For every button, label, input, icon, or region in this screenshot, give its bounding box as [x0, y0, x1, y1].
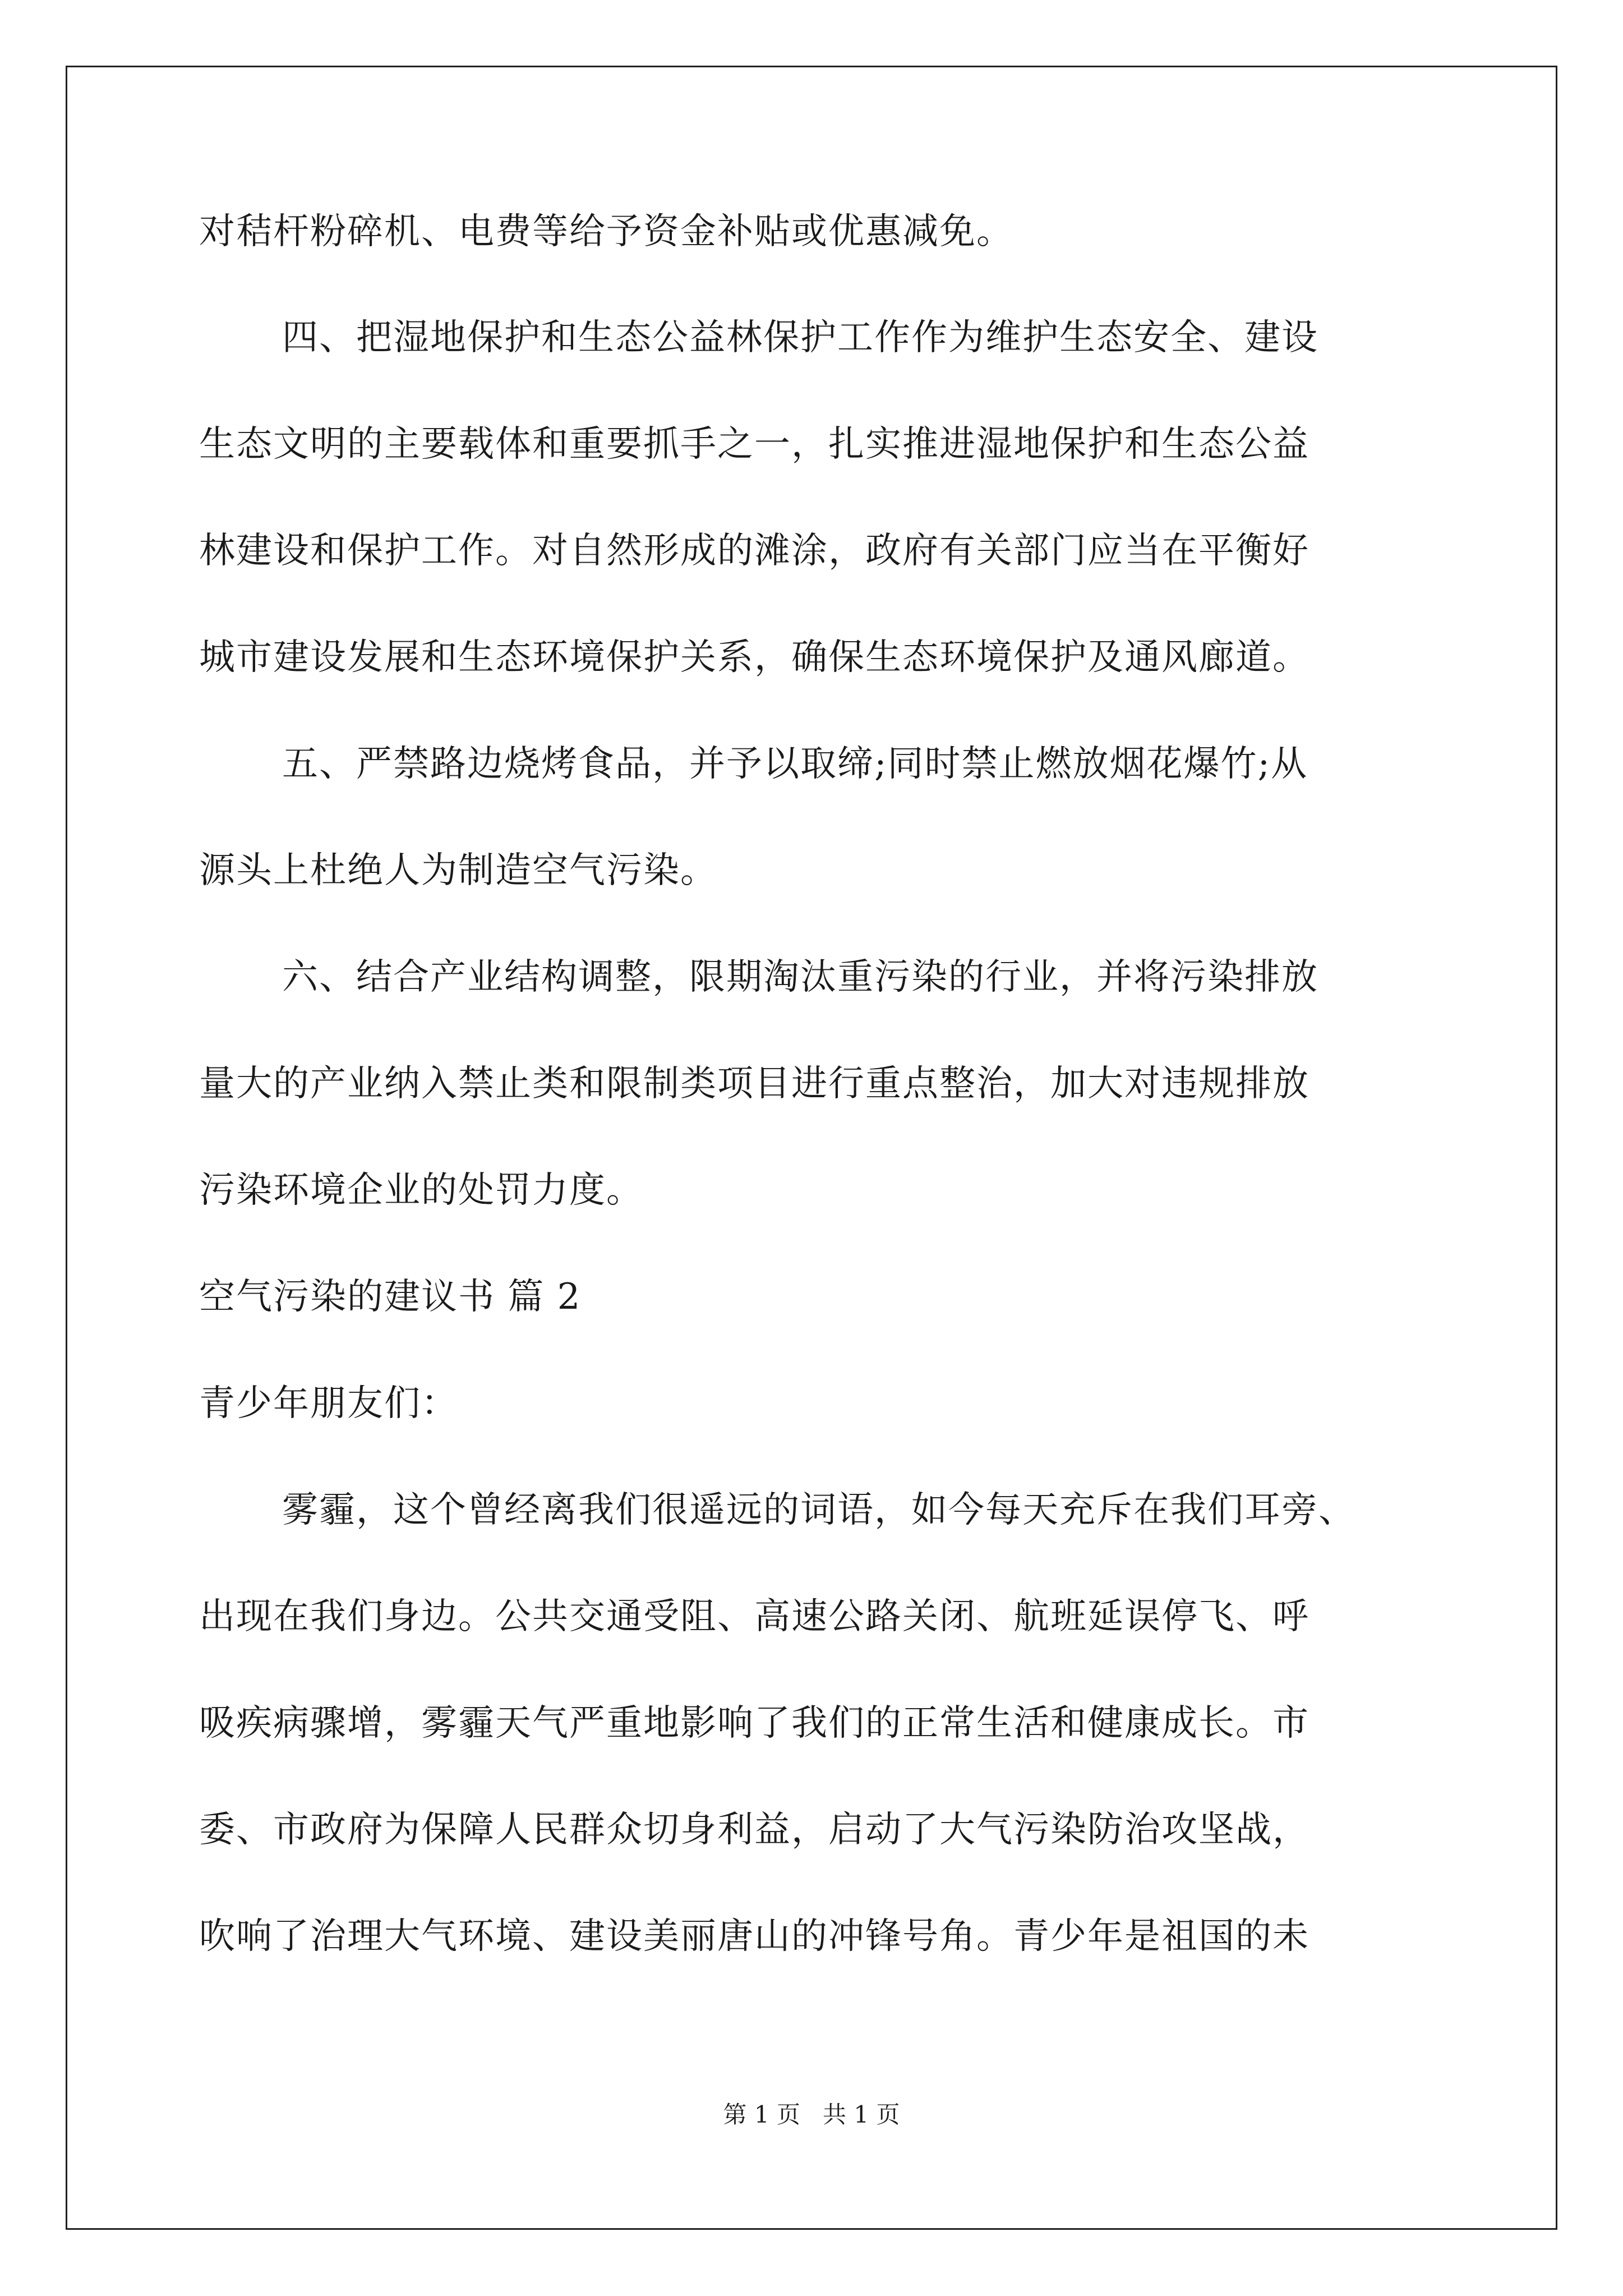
salutation: 青少年朋友们：	[199, 1383, 458, 1424]
text-line: 五、严禁路边烧烤食品，并予以取缔;同时禁止燃放烟花爆竹;从	[282, 743, 1308, 785]
text-line: 出现在我们身边。公共交通受阻、高速公路关闭、航班延误停飞、呼	[199, 1596, 1310, 1637]
section-heading: 空气污染的建议书 篇 2	[199, 1276, 582, 1318]
page-border	[66, 66, 1557, 2230]
text-line: 污染环境企业的处罚力度。	[199, 1170, 643, 1211]
text-line: 城市建设发展和生态环境保护关系，确保生态环境保护及通风廊道。	[199, 637, 1310, 678]
text-line: 林建设和保护工作。对自然形成的滩涂，政府有关部门应当在平衡好	[199, 530, 1310, 572]
text-line: 六、结合产业结构调整，限期淘汰重污染的行业，并将污染排放	[282, 956, 1318, 998]
text-line: 吹响了治理大气环境、建设美丽唐山的冲锋号角。青少年是祖国的未	[199, 1916, 1310, 1957]
text-line: 源头上杜绝人为制造空气污染。	[199, 850, 717, 891]
text-line: 四、把湿地保护和生态公益林保护工作作为维护生态安全、建设	[282, 317, 1318, 358]
text-line: 生态文明的主要载体和重要抓手之一，扎实推进湿地保护和生态公益	[199, 424, 1310, 465]
text-line: 量大的产业纳入禁止类和限制类项目进行重点整治，加大对违规排放	[199, 1063, 1310, 1105]
text-line: 雾霾，这个曾经离我们很遥远的词语，如今每天充斥在我们耳旁、	[282, 1489, 1355, 1531]
page-footer: 第 1 页 共 1 页	[723, 2101, 900, 2128]
text-line: 对秸杆粉碎机、电费等给予资金补贴或优惠减免。	[199, 211, 1013, 252]
text-line: 吸疾病骤增，雾霾天气严重地影响了我们的正常生活和健康成长。市	[199, 1703, 1310, 1744]
text-line: 委、市政府为保障人民群众切身利益，启动了大气污染防治攻坚战，	[199, 1809, 1310, 1851]
